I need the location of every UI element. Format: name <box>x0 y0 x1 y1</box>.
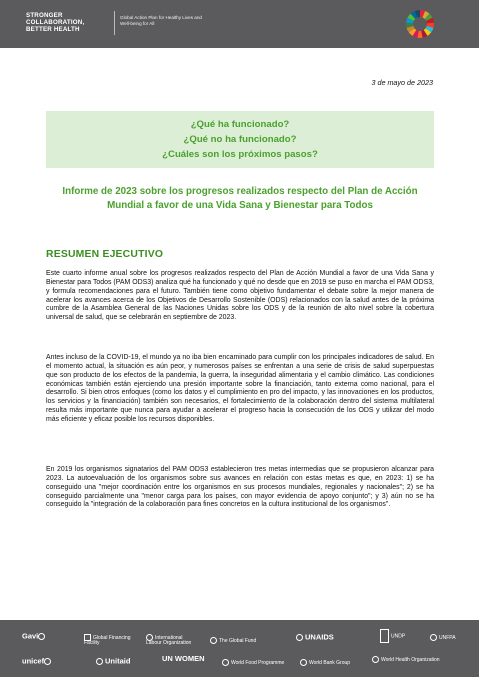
header-banner <box>0 0 479 48</box>
logo-un-women: UN WOMEN <box>162 654 205 663</box>
logo-unitaid: Unitaid <box>96 658 130 665</box>
gavi-icon <box>38 633 45 640</box>
question-2: ¿Qué no ha funcionado? <box>183 134 297 145</box>
footer-logos <box>0 620 479 677</box>
logo-undp: UNDP <box>380 629 405 643</box>
report-title: Informe de 2023 sobre los progresos realizados respecto del Plan de Acción Mundial a favor de una Vida Sana y Bienestar para Todos <box>62 186 418 211</box>
logo-world-bank: World Bank Group <box>300 659 350 666</box>
sdg-wheel-logo <box>405 9 435 39</box>
world-bank-icon <box>300 659 307 666</box>
logo-unfpa: UNFPA <box>430 634 456 641</box>
question-1: ¿Qué ha funcionado? <box>190 119 290 130</box>
paragraph-1: Este cuarto informe anual sobre los progresos realizados respecto del Plan de Acción Mundial a favor de una Vida Sana y Bienestar para Todos (PAM ODS3) analiza qué ha funcionado y qué no desde que en 2019 se puso en marcha el PAM ODS3, y formula recomendaciones para el futuro. También tiene como objetivo fundamentar el debate sobre la mejor manera de acelerar los avances acerca de los Objetivos de Desarrollo Sostenible (ODS) relacionados con la salud antes de la próxima cumbre de la Asamblea General de las Naciones Unidas sobre los ODS y de la reunión de alto nivel sobre la cobertura universal de salud, que se celebrarán en septiembre de 2023. <box>46 270 434 322</box>
logo-gavi: Gavi <box>22 633 47 640</box>
unaids-icon <box>296 634 303 641</box>
undp-icon <box>380 629 389 643</box>
question-3: ¿Cuáles son los próximos pasos? <box>162 149 318 160</box>
logo-wfp: World Food Programme <box>222 659 284 666</box>
document-date: 3 de mayo de 2023 <box>371 78 433 87</box>
logo-global-fund: The Global Fund <box>210 637 256 644</box>
logo-unaids: UNAIDS <box>296 634 334 641</box>
unfpa-icon <box>430 634 437 641</box>
brand-name: STRONGER COLLABORATION, BETTER HEALTH <box>26 12 85 33</box>
paragraph-3: En 2019 los organismos signatarios del PAM ODS3 establecieron tres metas intermedias que se propusieron alcanzar para 2023. La autoevaluación de los organismos sobre sus avances en relación con estas metas es que, en 2023: 1) se ha conseguido una "mejor coordinación entre los organismos en sus procesos mundiales, regionales y nacionales"; 2) se ha conseguido parcialmente una "menor carga para los países, con mayor evidencia de apoyo conjunto"; y 3) aún no se ha conseguido la "integración de la colaboración para fines concretos en la cultura institucional de los organismos". <box>46 466 434 509</box>
logo-gff: Global Financing Facility <box>84 634 131 646</box>
logo-who: World Health Organization <box>372 656 442 663</box>
global-fund-icon <box>210 637 217 644</box>
unitaid-icon <box>96 658 103 665</box>
section-heading: RESUMEN EJECUTIVO <box>46 249 164 260</box>
unicef-icon <box>44 658 51 665</box>
questions-box <box>46 111 434 168</box>
logo-ilo: International Labour Organization <box>146 634 192 646</box>
wfp-icon <box>222 659 229 666</box>
paragraph-2: Antes incluso de la COVID-19, el mundo ya no iba bien encaminado para cumplir con los principales indicadores de salud. En el momento actual, la situación es aún peor, y numerosos países se enfrentan a una serie de crisis de salud superpuestas que son producto de los efectos de la pandemia, la guerra, la inseguridad alimentaria y el cambio climático. Las condiciones económicas también están ejerciendo una presión importante sobre la financiación, tanto externa como nacional, para el desarrollo. Si bien otros enfoques (como los datos y el cumplimiento en pro del impacto, y las innovaciones en los productos, los servicios y la financiación) también son necesarios, el fortalecimiento de la colaboración dentro del sistema multilateral resulta más importante que nunca para ayudar a acelerar el progreso hacia la consecución de los ODS y utilizar del modo más eficiente y eficaz posible los recursos disponibles. <box>46 354 434 423</box>
header-tagline: Global Action Plan for Healthy Lives and Well-being for All <box>120 15 202 26</box>
header-divider <box>114 11 115 35</box>
who-icon <box>372 656 379 663</box>
logo-unicef: unicef <box>22 658 53 665</box>
